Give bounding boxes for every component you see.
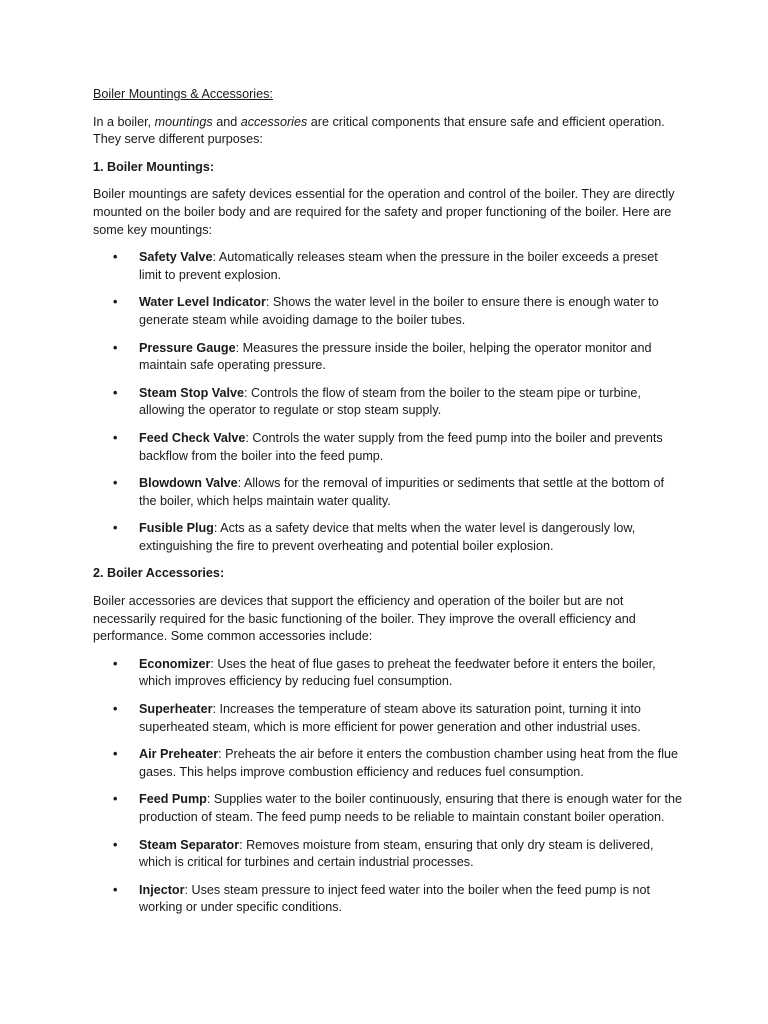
- section-description: Boiler mountings are safety devices essential for the operation and control of the boiler. They are directly mounted on the boiler body and are required for the safety and proper functioning of the boiler. Here are some key mountings:: [93, 187, 675, 237]
- list-item: [93, 701, 683, 736]
- bullet-icon: •: [113, 295, 118, 310]
- bullet-icon: •: [113, 837, 118, 852]
- item-term: Economizer: [139, 656, 211, 671]
- intro-suffix: are critical components that ensure safe and efficient operation. They serve different purposes:: [93, 114, 665, 147]
- list-item: [93, 520, 683, 555]
- bullet-icon: •: [113, 385, 118, 400]
- intro-prefix: In a boiler,: [93, 114, 155, 129]
- list-item: [93, 294, 683, 329]
- item-text: : Shows the water level in the boiler to ensure there is enough water to generate steam while avoiding damage to the boiler tubes.: [139, 295, 659, 327]
- bullet-icon: •: [113, 476, 118, 491]
- list-item: [93, 882, 683, 917]
- item-term: Blowdown Valve: [139, 476, 238, 491]
- list-item: [93, 656, 683, 691]
- list-item: [93, 475, 683, 510]
- item-text: : Preheats the air before it enters the combustion chamber using heat from the flue gases. This helps improve combustion efficiency and reduces fuel consumption.: [139, 747, 679, 779]
- item-term: Injector: [139, 882, 185, 897]
- section-mountings: [93, 159, 683, 556]
- item-term: Safety Valve: [139, 250, 213, 265]
- bullet-icon: •: [113, 430, 118, 445]
- intro-middle: and: [212, 114, 241, 129]
- intro-emphasis-accessories: accessories: [240, 114, 308, 129]
- item-text: : Measures the pressure inside the boiler, helping the operator monitor and maintain safe operating pressure.: [139, 340, 652, 373]
- item-text: : Increases the temperature of steam above its saturation point, turning it into superheated steam, which is more efficient for power generation and other industrial uses.: [139, 702, 641, 734]
- section-heading: 1. Boiler Mountings:: [93, 159, 215, 174]
- item-term: Steam Stop Valve: [139, 385, 244, 400]
- item-term: Air Preheater: [139, 747, 219, 762]
- intro-paragraph: [93, 114, 683, 149]
- document-page: [93, 86, 683, 927]
- item-term: Pressure Gauge: [139, 340, 236, 355]
- bullet-icon: •: [113, 340, 118, 355]
- bullet-icon: •: [113, 521, 118, 536]
- item-text: : Uses the heat of flue gases to preheat the feedwater before it enters the boiler, which improves efficiency by reducing fuel consumption.: [139, 656, 656, 689]
- item-term: Water Level Indicator: [139, 295, 266, 310]
- list-item: [93, 746, 683, 781]
- item-term: Fusible Plug: [139, 521, 214, 536]
- item-text: : Acts as a safety device that melts when the water level is dangerously low, extinguishing the fire to prevent overheating and potential boiler explosion.: [139, 521, 636, 553]
- bullet-icon: •: [113, 250, 118, 265]
- section-accessories: [93, 565, 683, 917]
- mountings-list: [93, 249, 683, 555]
- accessories-list: [93, 656, 683, 917]
- bullet-icon: •: [113, 747, 118, 762]
- list-item: [93, 385, 683, 420]
- bullet-icon: •: [113, 702, 118, 717]
- item-term: Superheater: [139, 702, 213, 717]
- item-text: : Supplies water to the boiler continuously, ensuring that there is enough water for the production of steam. The feed pump needs to be reliable to maintain constant boiler operation.: [139, 792, 683, 824]
- item-term: Feed Check Valve: [139, 430, 246, 445]
- item-term: Steam Separator: [139, 837, 240, 852]
- item-text: : Controls the flow of steam from the boiler to the steam pipe or turbine, allowing the operator to regulate or stop steam supply.: [139, 385, 641, 418]
- list-item: [93, 340, 683, 375]
- bullet-icon: •: [113, 792, 118, 807]
- list-item: [93, 430, 683, 465]
- item-text: : Uses steam pressure to inject feed water into the boiler when the feed pump is not working or under specific conditions.: [139, 882, 651, 915]
- list-item: [93, 837, 683, 872]
- item-text: : Allows for the removal of impurities or sediments that settle at the bottom of the boiler, which helps maintain water quality.: [139, 476, 664, 508]
- section-heading: 2. Boiler Accessories:: [93, 566, 225, 581]
- bullet-icon: •: [113, 882, 118, 897]
- intro-emphasis-mountings: mountings: [154, 114, 213, 129]
- item-text: : Automatically releases steam when the pressure in the boiler exceeds a preset limit to prevent explosion.: [139, 250, 658, 282]
- item-term: Feed Pump: [139, 792, 207, 807]
- section-description: Boiler accessories are devices that support the efficiency and operation of the boiler but are not necessarily required for the basic functioning of the boiler. They improve the overall efficiency and performance. Some common accessories include:: [93, 594, 636, 644]
- list-item: [93, 249, 683, 284]
- item-text: : Controls the water supply from the feed pump into the boiler and prevents backflow from the boiler into the feed pump.: [139, 430, 663, 463]
- list-item: [93, 791, 683, 826]
- item-text: : Removes moisture from steam, ensuring that only dry steam is delivered, which is critical for turbines and certain industrial processes.: [139, 837, 654, 870]
- bullet-icon: •: [113, 656, 118, 671]
- document-title: Boiler Mountings & Accessories:: [93, 87, 273, 101]
